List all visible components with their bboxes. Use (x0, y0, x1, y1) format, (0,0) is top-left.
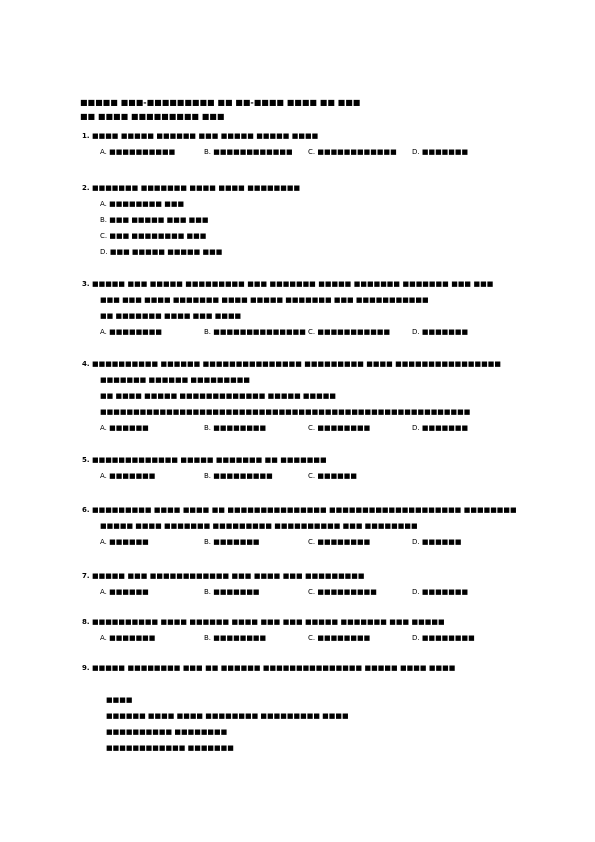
note-line: ■■■■■■ ■■■■ ■■■■ ■■■■■■■■ ■■■■■■■■■ ■■■■ (106, 712, 349, 720)
question-text: ■■ ■■■■■■■ ■■■■ ■■■ ■■■■ (100, 312, 242, 320)
option-c: C. ■■■■■■■■ (308, 424, 371, 432)
option-d: D. ■■■ ■■■■■ ■■■■■ ■■■ (100, 248, 223, 256)
answer-options (82, 534, 518, 550)
question-6 (82, 502, 518, 550)
question-stem: 5. ■■■■■■■■■■■■■ ■■■■■ ■■■■■■■ ■■ ■■■■■■■ (82, 456, 327, 464)
question-1 (82, 128, 518, 160)
option-b: B. ■■■■■■■■■■■■■■ (204, 328, 306, 336)
option-a: A. ■■■■■■■ (100, 634, 156, 642)
option-d: D. ■■■■■■ (412, 538, 462, 546)
question-4 (82, 356, 518, 436)
question-stem: 7. ■■■■■ ■■■ ■■■■■■■■■■■■ ■■■ ■■■■ ■■■ ■■■■■■■■■ (82, 572, 365, 580)
question-stem: 8. ■■■■■■■■■■ ■■■■ ■■■■■■ ■■■■ ■■■ ■■■ ■■■■■ ■■■■■■■ ■■■ ■■■■■ (82, 618, 445, 626)
question-stem: 1. ■■■■ ■■■■■ ■■■■■■ ■■■ ■■■■■ ■■■■■ ■■■■ (82, 132, 319, 140)
option-a: A. ■■■■■■■■■■ (100, 148, 176, 156)
option-c: C. ■■■■■■■■■ (308, 588, 377, 596)
note-line: ■■■■■■■■■■ ■■■■■■■■ (106, 728, 228, 736)
option-a: A. ■■■■■■■ (100, 472, 156, 480)
answer-options (82, 420, 518, 436)
question-text: ■■■ ■■■ ■■■■ ■■■■■■■ ■■■■ ■■■■■ ■■■■■■■ ■■■ ■■■■■■■■■■■ (100, 296, 429, 304)
option-b: B. ■■■■■■■ (204, 588, 260, 596)
question-text: ■■■■■ ■■■■ ■■■■■■■ ■■■■■■■■■ ■■■■■■■■■■ ■■■ ■■■■■■■■ (100, 522, 418, 530)
option-a: A. ■■■■■■ (100, 588, 149, 596)
option-c: C. ■■■■■■ (308, 472, 358, 480)
option-d: D. ■■■■■■■ (412, 148, 469, 156)
question-stem: 4. ■■■■■■■■■■ ■■■■■■ ■■■■■■■■■■■■■■■ ■■■■■■■■■ ■■■■ ■■■■■■■■■■■■■■■■ (82, 360, 501, 368)
option-d: D. ■■■■■■■ (412, 328, 469, 336)
option-d: D. ■■■■■■■ (412, 588, 469, 596)
note-heading: ■■■■ (106, 696, 133, 704)
question-stem: 9. ■■■■■ ■■■■■■■■ ■■■ ■■ ■■■■■■ ■■■■■■■■■■■■■■■ ■■■■■ ■■■■ ■■■■ (82, 664, 456, 672)
answer-options (82, 144, 518, 160)
header-title: ■■■■■ ■■■-■■■■■■■■■ ■■ ■■-■■■■ ■■■■ ■■ ■■■ (80, 98, 361, 107)
option-c: C. ■■■■■■■■■■■■ (308, 148, 397, 156)
question-text: ■■■■■■■ ■■■■■■ ■■■■■■■■■ (100, 376, 250, 384)
answer-options (82, 468, 518, 484)
question-5 (82, 452, 518, 484)
option-b: B. ■■■■■■■■■ (204, 472, 273, 480)
answer-options (82, 630, 518, 646)
question-stem: 2. ■■■■■■■ ■■■■■■■ ■■■■ ■■■■ ■■■■■■■■ (82, 184, 301, 192)
question-text: ■■■■■■■■■■■■■■■■■■■■■■■■■■■■■■■■■■■■■■■■■■■■■■■■■■■■■■■■ (100, 408, 471, 416)
option-b: B. ■■■■■■■■■■■■ (204, 148, 293, 156)
answer-options (82, 324, 518, 340)
option-b: B. ■■■■■■■ (204, 538, 260, 546)
option-b: B. ■■■■■■■■ (204, 634, 267, 642)
question-stem: 6. ■■■■■■■■■ ■■■■ ■■■■ ■■ ■■■■■■■■■■■■■■■ ■■■■■■■■■■■■■■■■■■■■ ■■■■■■■■ (82, 506, 517, 514)
option-a: A. ■■■■■■■■ ■■■ (100, 200, 185, 208)
question-text: ■■ ■■■■ ■■■■■ ■■■■■■■■■■■■■ ■■■■■ ■■■■■ (100, 392, 336, 400)
option-b: B. ■■■ ■■■■■ ■■■ ■■■ (100, 216, 209, 224)
question-8 (82, 614, 518, 646)
option-d: D. ■■■■■■■■ (412, 634, 475, 642)
option-c: C. ■■■ ■■■■■■■■ ■■■ (100, 232, 207, 240)
option-b: B. ■■■■■■■■ (204, 424, 267, 432)
option-c: C. ■■■■■■■■ (308, 538, 371, 546)
option-a: A. ■■■■■■ (100, 538, 149, 546)
option-c: C. ■■■■■■■■■■■ (308, 328, 391, 336)
question-7 (82, 568, 518, 600)
question-stem: 3. ■■■■■ ■■■ ■■■■■ ■■■■■■■■■ ■■■ ■■■■■■■ ■■■■■ ■■■■■■■ ■■■■■■■ ■■■ ■■■ (82, 280, 494, 288)
note-line: ■■■■■■■■■■■■ ■■■■■■■ (106, 744, 234, 752)
option-c: C. ■■■■■■■■ (308, 634, 371, 642)
question-3 (82, 276, 518, 340)
answer-options (82, 584, 518, 600)
option-d: D. ■■■■■■■ (412, 424, 469, 432)
question-9 (82, 660, 518, 756)
question-2 (82, 180, 518, 260)
option-a: A. ■■■■■■ (100, 424, 149, 432)
header-subtitle: ■■ ■■■■ ■■■■■■■■■ ■■■ (80, 112, 225, 121)
document-header (80, 96, 520, 124)
option-a: A. ■■■■■■■■ (100, 328, 163, 336)
